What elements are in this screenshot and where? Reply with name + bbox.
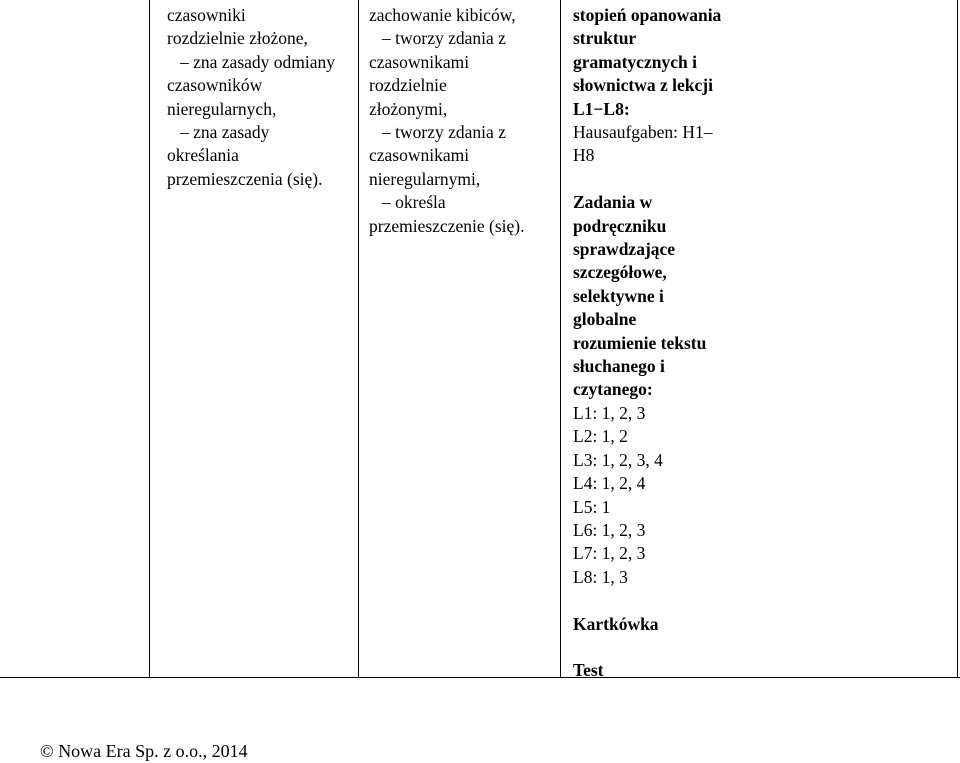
text-line: czasowniki <box>167 5 246 25</box>
text-line: czasowników <box>167 75 263 96</box>
text-line: przemieszczenia (się). <box>167 168 323 189</box>
text-line: zachowanie kibiców, <box>369 5 516 25</box>
text-line: szczegółowe, <box>573 262 667 283</box>
table-cell-skills <box>369 4 554 238</box>
lesson-line: L5: 1 <box>573 496 611 517</box>
text-line: – zna zasady odmiany <box>180 51 336 72</box>
text-line: złożonymi, <box>369 98 448 119</box>
text-line: czasownikami <box>369 145 470 166</box>
lesson-line: L1: 1, 2, 3 <box>573 402 646 423</box>
homework-line: Hausaufgaben: H1– <box>573 122 713 143</box>
lesson-line: L6: 1, 2, 3 <box>573 519 646 540</box>
text-line: – określa <box>382 192 446 213</box>
table-border-col2 <box>358 0 359 678</box>
text-line: nieregularnych, <box>167 98 277 119</box>
copyright-text: Nowa Era Sp. z o.o., 2014 <box>58 741 248 761</box>
text-line: nieregularnymi, <box>369 168 481 189</box>
text-line: – tworzy zdania z <box>382 28 506 49</box>
table-cell-assessment <box>573 4 958 683</box>
lesson-line: L7: 1, 2, 3 <box>573 543 646 564</box>
text-line: podręczniku <box>573 215 667 236</box>
lesson-line: L3: 1, 2, 3, 4 <box>573 449 663 470</box>
lesson-line: L8: 1, 3 <box>573 566 628 587</box>
lesson-line: L4: 1, 2, 4 <box>573 473 646 494</box>
table-border-col3 <box>560 0 561 678</box>
text-line: słownictwa z lekcji <box>573 75 713 96</box>
text-line: rozumienie tekstu <box>573 332 707 353</box>
text-line: rozdzielnie <box>369 75 447 96</box>
table-cell-requirements <box>167 4 355 191</box>
kartkowka-label: Kartkówka <box>573 613 659 634</box>
text-line: – zna zasady <box>180 122 270 143</box>
text-line: globalne <box>573 309 637 330</box>
text-line: określania <box>167 145 239 166</box>
text-line: przemieszczenie (się). <box>369 215 525 236</box>
text-line: – tworzy zdania z <box>382 122 506 143</box>
test-label: Test <box>573 660 604 681</box>
text-line: struktur <box>573 28 637 49</box>
text-line: rozdzielnie złożone, <box>167 28 308 49</box>
text-line: L1−L8: <box>573 98 630 119</box>
homework-line: H8 <box>573 145 595 166</box>
text-line: stopień opanowania <box>573 5 722 25</box>
text-line: czytanego: <box>573 379 653 400</box>
lesson-line: L2: 1, 2 <box>573 426 628 447</box>
copyright-footer <box>40 740 248 762</box>
copyright-icon: © <box>40 741 54 761</box>
text-line: czasownikami <box>369 51 470 72</box>
table-border-left <box>149 0 150 678</box>
text-line: selektywne i <box>573 285 664 306</box>
text-line: gramatycznych i <box>573 51 697 72</box>
text-line: słuchanego i <box>573 356 665 377</box>
text-line: sprawdzające <box>573 239 676 260</box>
text-line: Zadania w <box>573 192 653 213</box>
